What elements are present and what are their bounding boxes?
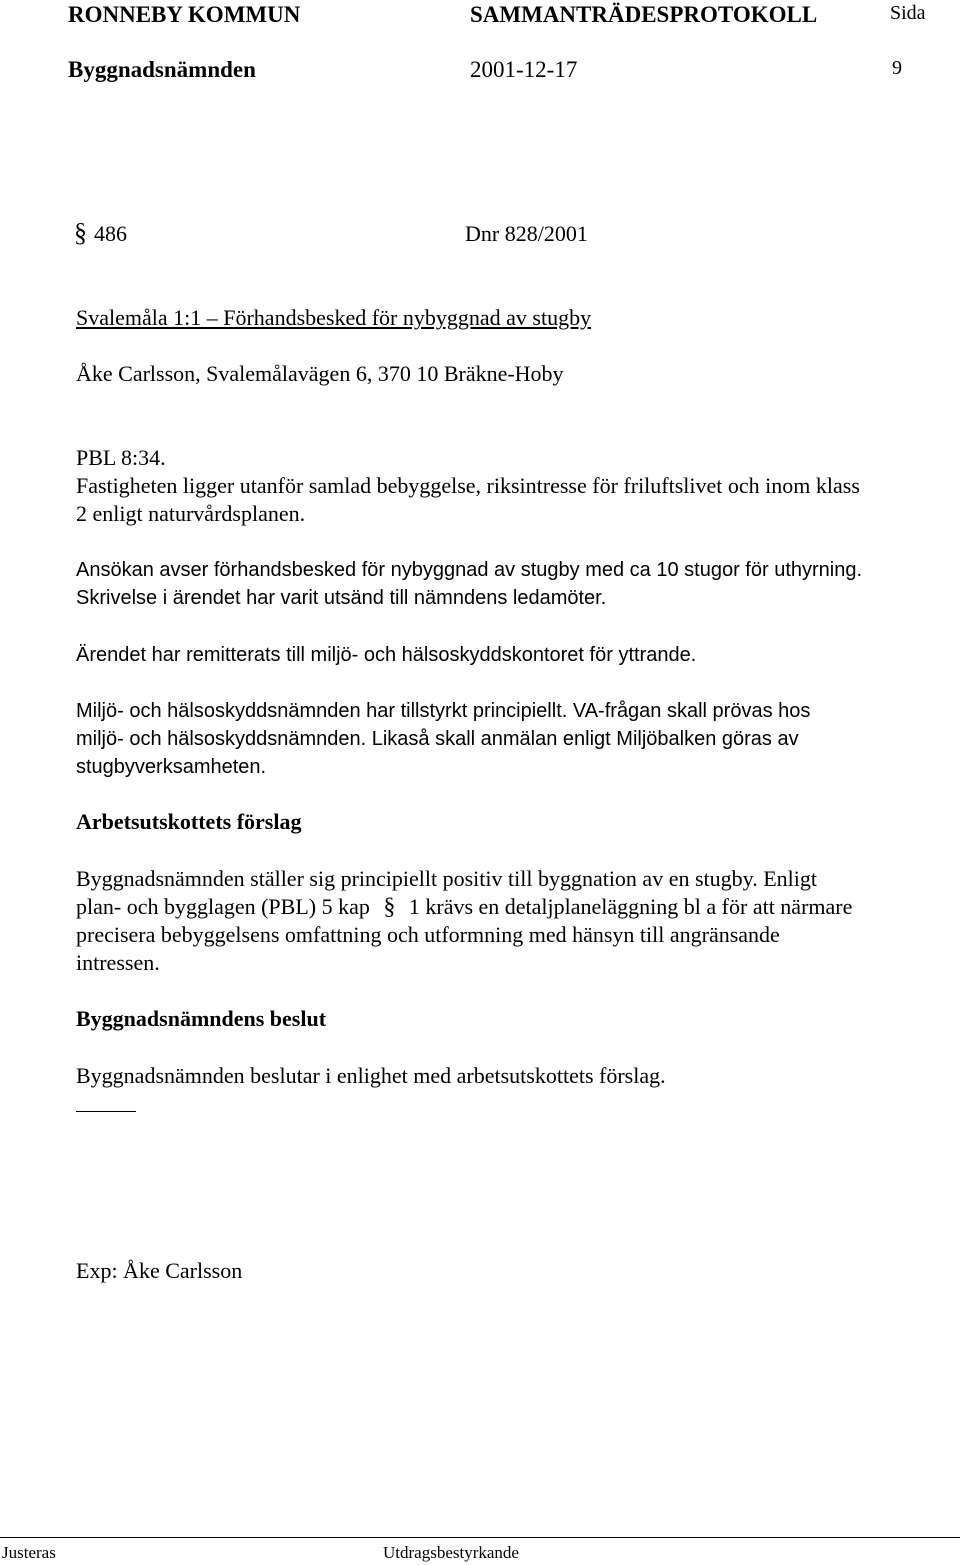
footer-utdragsbestyrkande: Utdragsbestyrkande [383,1543,519,1562]
property-description-line2: 2 enligt naturvårdsplanen. [76,501,306,526]
pbl-reference: PBL 8:34. [76,445,166,470]
proposal-line3: precisera bebyggelsens omfattning och utformning med hänsyn till angränsande [76,922,780,947]
footer-rule [0,1537,960,1538]
decision-separator [76,1111,136,1112]
section-number: 486 [94,221,127,246]
applicant: Åke Carlsson, Svalemålavägen 6, 370 10 Bräkne-Hoby [76,361,564,386]
distribution: Exp: Åke Carlsson [76,1258,243,1283]
referral-paragraph: Ärendet har remitterats till miljö- och hälsoskyddskontoret för yttrande. [76,644,697,666]
case-title: Svalemåla 1:1 – Förhandsbesked för nybyggnad av stugby [76,305,592,330]
proposal-line2: plan- och bygglagen (PBL) 5 kap § 1 krävs en detaljplaneläggning bl a för att närmare [76,894,853,920]
footer-justeras: Justeras [2,1543,56,1562]
proposal-heading: Arbetsutskottets förslag [76,809,302,834]
section-symbol: § [74,218,87,247]
committee-name: Byggnadsnämnden [68,57,256,82]
meeting-date: 2001-12-17 [470,57,578,82]
decision-heading: Byggnadsnämndens beslut [76,1006,327,1031]
decision-text: Byggnadsnämnden beslutar i enlighet med arbetsutskottets förslag. [76,1063,666,1088]
environment-line2: miljö- och hälsoskyddsnämnden. Likaså skall anmälan enligt Miljöbalken göras av [76,728,799,750]
proposal-line1: Byggnadsnämnden ställer sig principiellt positiv till byggnation av en stugby. Enligt [76,866,817,891]
environment-line1: Miljö- och hälsoskyddsnämnden har tillstyrkt principiellt. VA-frågan skall prövas hos [76,700,811,722]
page-label: Sida [890,2,926,24]
property-description-line1: Fastigheten ligger utanför samlad bebyggelse, riksintresse för friluftslivet och inom klass [76,473,860,498]
document-type: SAMMANTRÄDESPROTOKOLL [470,2,818,27]
application-line1: Ansökan avser förhandsbesked för nybyggnad av stugby med ca 10 stugor för uthyrning. [76,559,863,581]
diary-number: Dnr 828/2001 [465,221,588,246]
proposal-line4: intressen. [76,950,160,975]
municipality-name: RONNEBY KOMMUN [68,2,301,27]
application-line2: Skrivelse i ärendet har varit utsänd till nämndens ledamöter. [76,587,607,609]
section-symbol-inline: § [383,894,396,920]
environment-line3: stugbyverksamheten. [76,756,267,778]
page-number: 9 [892,57,902,79]
